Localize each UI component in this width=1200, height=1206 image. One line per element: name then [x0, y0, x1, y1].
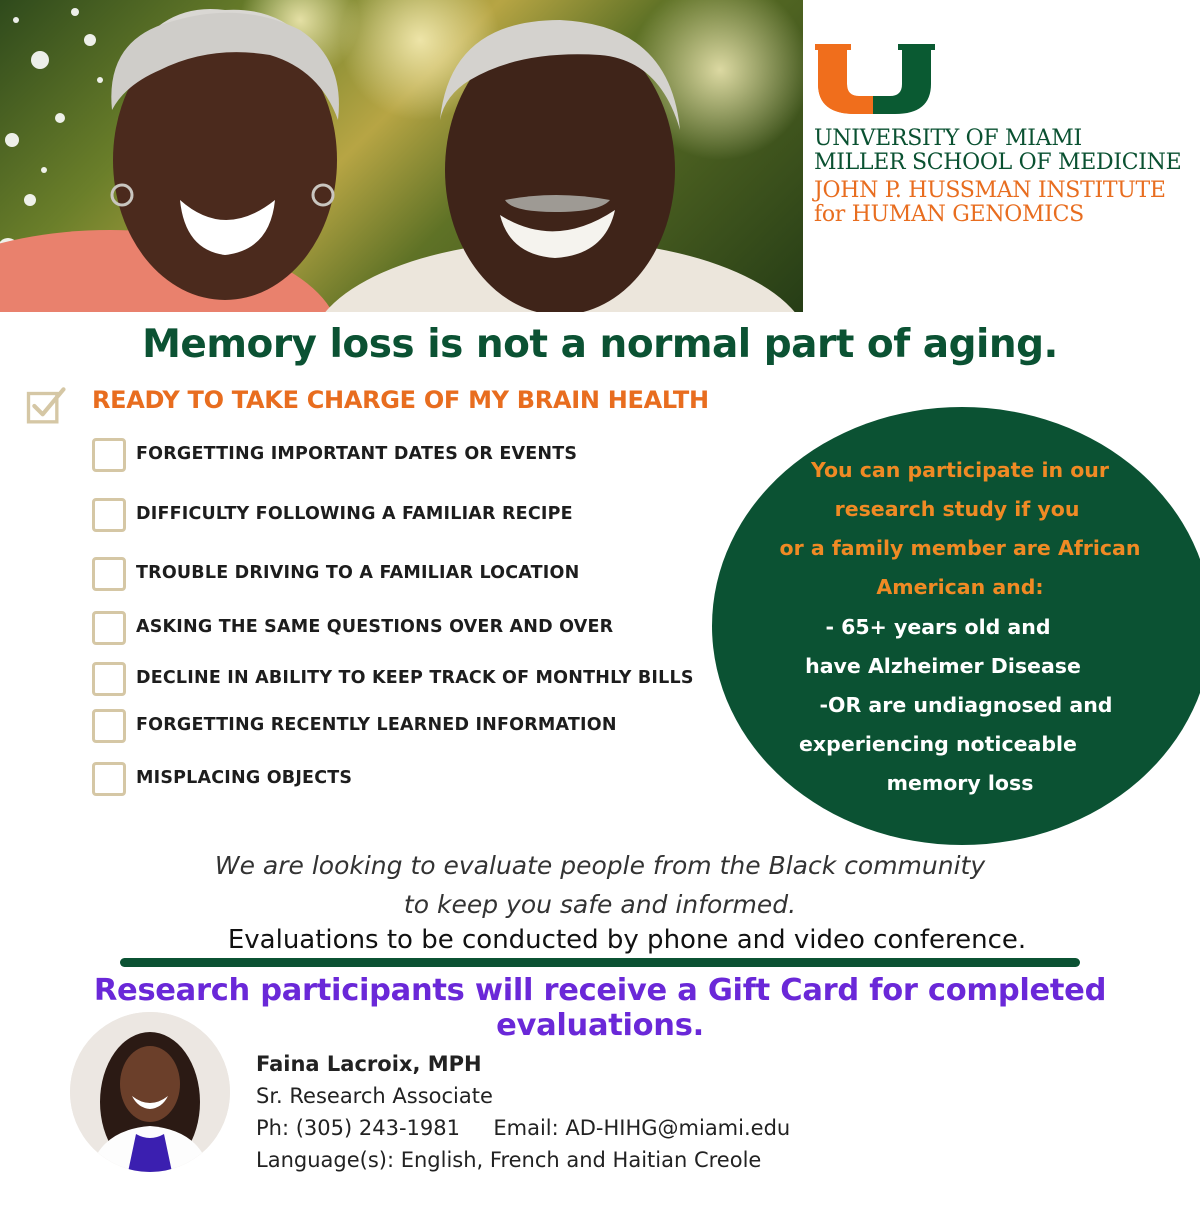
evaluations-note: Evaluations to be conducted by phone and video conference. — [227, 925, 1027, 955]
eligibility-line: have Alzheimer Disease — [805, 654, 1081, 678]
eligibility-line: -OR are undiagnosed and — [819, 693, 1113, 717]
checklist-item-label: MISPLACING OBJECTS — [136, 768, 353, 788]
checklist-item[interactable] — [92, 498, 732, 534]
eligibility-line: research study if you — [834, 497, 1080, 521]
contact-title: Sr. Research Associate — [256, 1084, 493, 1108]
person-illustration — [70, 1012, 230, 1172]
checklist-item[interactable] — [92, 557, 732, 593]
logo-institute-subtitle: for HUMAN GENOMICS — [814, 202, 1084, 227]
gift-card-note: Research participants will receive a Gift Card for completed evaluations. — [93, 973, 1107, 1043]
contact-avatar — [70, 1012, 230, 1172]
checklist-item-label: DECLINE IN ABILITY TO KEEP TRACK OF MONTHLY BILLS — [136, 668, 694, 688]
checkbox[interactable] — [92, 438, 126, 472]
checkbox[interactable] — [92, 498, 126, 532]
checklist-item-label: ASKING THE SAME QUESTIONS OVER AND OVER — [136, 617, 614, 637]
community-text-line2: to keep you safe and informed. — [403, 890, 797, 919]
checklist-item-label: DIFFICULTY FOLLOWING A FAMILIAR RECIPE — [136, 504, 573, 524]
checked-box-icon — [26, 386, 66, 426]
contact-phone-email: Ph: (305) 243-1981 Email: AD-HIHG@miami.edu — [256, 1116, 791, 1140]
eligibility-line: - 65+ years old and — [825, 615, 1051, 639]
checklist-item-label: FORGETTING IMPORTANT DATES OR EVENTS — [136, 444, 578, 464]
eligibility-line: American and: — [876, 575, 1044, 599]
page-headline: Memory loss is not a normal part of aging. — [142, 322, 1058, 367]
checkbox[interactable] — [92, 709, 126, 743]
checklist-item[interactable] — [92, 662, 732, 698]
checklist-item-label: FORGETTING RECENTLY LEARNED INFORMATION — [136, 715, 617, 735]
logo-institute-name: JOHN P. HUSSMAN INSTITUTE — [814, 178, 1166, 203]
checklist-item[interactable] — [92, 709, 732, 745]
eligibility-line: or a family member are African — [779, 536, 1141, 560]
logo-university-name: UNIVERSITY OF MIAMI — [814, 126, 1082, 151]
header-photo-couple — [0, 0, 803, 312]
divider-bar — [120, 958, 1080, 967]
contact-languages: Language(s): English, French and Haitian Creole — [256, 1148, 762, 1172]
university-u-logo — [815, 44, 935, 114]
checkbox[interactable] — [92, 611, 126, 645]
checklist-item[interactable] — [92, 438, 732, 474]
eligibility-line: You can participate in our — [810, 458, 1109, 482]
checkbox[interactable] — [92, 762, 126, 796]
checklist-item-label: TROUBLE DRIVING TO A FAMILIAR LOCATION — [136, 563, 580, 583]
checklist-heading: READY TO TAKE CHARGE OF MY BRAIN HEALTH — [92, 386, 709, 414]
checkbox[interactable] — [92, 662, 126, 696]
contact-name: Faina Lacroix, MPH — [256, 1052, 482, 1076]
checklist-item[interactable] — [92, 762, 732, 798]
couple-illustration — [0, 0, 803, 312]
community-text-line1: We are looking to evaluate people from the Black community — [214, 851, 986, 880]
eligibility-line: experiencing noticeable — [799, 732, 1077, 756]
checkbox[interactable] — [92, 557, 126, 591]
eligibility-line: memory loss — [886, 771, 1034, 795]
checklist-item[interactable] — [92, 611, 732, 647]
logo-school-name: MILLER SCHOOL OF MEDICINE — [814, 150, 1182, 175]
